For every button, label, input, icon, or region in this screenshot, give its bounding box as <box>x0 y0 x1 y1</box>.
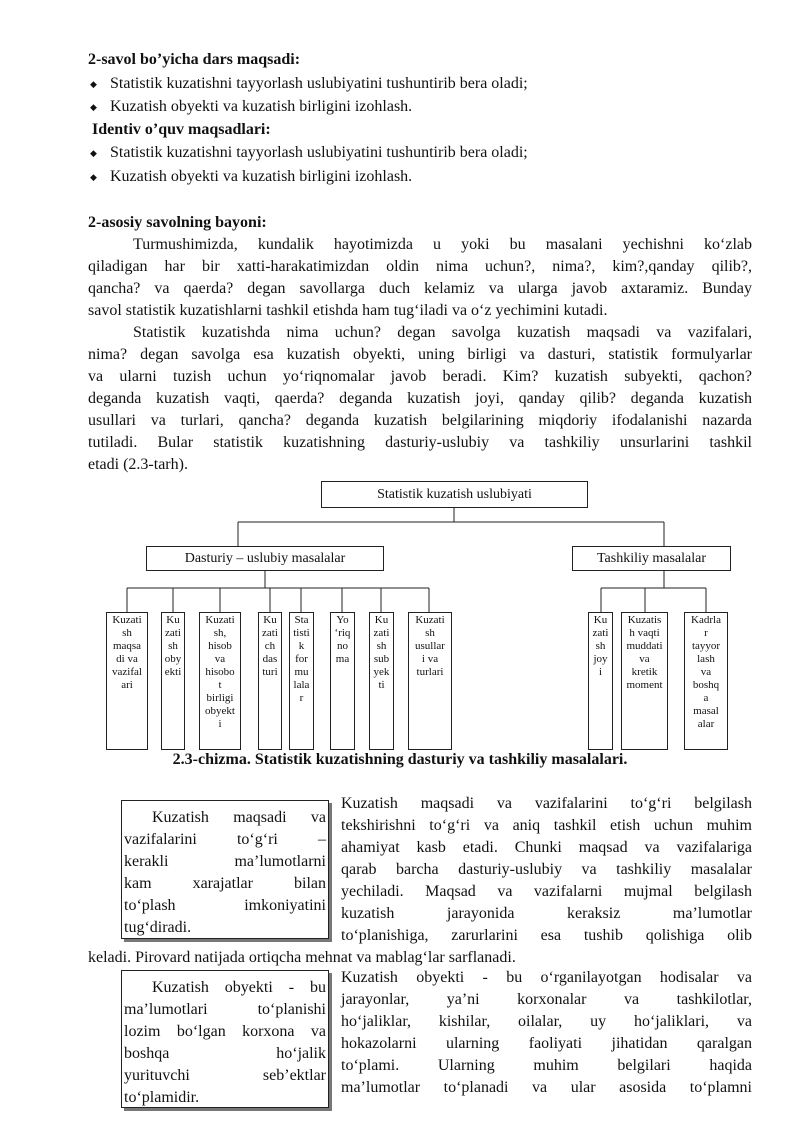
leaf-text: Kuzati <box>205 614 235 626</box>
leaf-text: sh <box>425 627 435 639</box>
leaf-text: i va <box>421 653 439 665</box>
leaf-text: i <box>598 666 603 678</box>
leaf-text: ma <box>335 653 350 665</box>
callout-line: Kuzatish obyekti - bu <box>152 979 326 996</box>
leaf-text: masal <box>693 705 719 717</box>
callout-line: to‘plash imkoniyatini <box>124 897 326 914</box>
leaf-text: sh <box>376 640 387 652</box>
text-line: qarab barcha dasturiy-uslubiy va tashkiliy masalalar <box>341 861 752 878</box>
leaf-text: no <box>337 640 348 652</box>
bullet-diamond-icon: ◆ <box>90 148 97 158</box>
leaf-text: zati <box>592 627 609 639</box>
goal-item: Kuzatish obyekti va kuzatish birligini izohlash. <box>110 98 413 115</box>
leaf-text: ‘riq <box>334 627 351 639</box>
paragraph-line: nima? degan savolga esa kuzatish obyekti, uning birligi va dasturi, statistik formulyarlar <box>88 346 752 363</box>
leaf-text: boshq <box>692 679 720 691</box>
bullet-diamond-icon: ◆ <box>90 79 97 89</box>
leaf-text: Ku <box>166 614 180 626</box>
text-line: yechiladi. Maqsad va vazifalarni mujmal belgilash <box>341 883 752 900</box>
paragraph-line: Turmushimizda, kundalik hayotimizda u yoki bu masalani yechishni ko‘zlab <box>133 236 752 253</box>
leaf-text: maqsa <box>112 640 142 652</box>
diagram-root: Statistik kuzatish uslubiyati <box>321 481 588 508</box>
leaf-text: usullar <box>415 640 445 652</box>
diagram-leaf <box>106 612 148 750</box>
diagram-left-branch: Dasturiy – uslubiy masalalar <box>146 546 384 571</box>
leaf-text: a <box>703 692 709 704</box>
bullet-diamond-icon: ◆ <box>90 172 97 182</box>
leaf-text: das <box>262 653 278 665</box>
leaf-text: ari <box>121 679 133 691</box>
leaf-text: va <box>639 653 650 665</box>
callout-box <box>121 970 329 1108</box>
callout-line: kam xarajatlar bilan <box>124 875 326 892</box>
leaf-text: r <box>299 692 304 704</box>
leaf-text: lala <box>293 679 310 691</box>
callout-line: vazifalarini to‘g‘ri – <box>124 831 326 848</box>
paragraph-line: va ularni tuzish uchun yo‘riqnomalar javob beradi. Kim? kuzatish subyekti, qachon? <box>88 368 752 385</box>
leaf-text: Ku <box>593 614 608 626</box>
leaf-text: vazifal <box>112 666 142 678</box>
diagram-leaf <box>621 612 668 750</box>
leaf-text: Ku <box>374 614 389 626</box>
leaf-text: joy <box>593 653 608 665</box>
callout-line: yurituvchi seb’ektlar <box>124 1067 326 1084</box>
leaf-text: sh <box>122 627 132 639</box>
leaf-text: t <box>218 679 222 691</box>
leaf-text: Kuzatis <box>627 614 662 626</box>
callout-line: to‘plamidir. <box>124 1089 200 1106</box>
leaf-text: r <box>704 627 708 639</box>
text-line: kuzatish jarayonida keraksiz ma’lumotlar <box>341 905 752 922</box>
leaf-text: Ku <box>263 614 277 626</box>
paragraph-line: savol statistik kuzatishlarni tashkil etishda ham tug‘iladi va o‘z yechimini kutadi. <box>88 302 608 319</box>
leaf-text: Kuzati <box>112 614 142 626</box>
text-line: keladi. Pirovard natijada ortiqcha mehnat va mablag‘lar sarflanadi. <box>88 949 516 966</box>
text-line: tekshirishni to‘g‘ri va aniq tashkil etish uchun muhim <box>341 817 752 834</box>
goal-item: Statistik kuzatishni tayyorlash uslubiyatini tushuntirib bera oladi; <box>110 75 528 92</box>
leaf-text: va <box>700 666 712 678</box>
leaf-text: di va <box>116 653 138 665</box>
identiv-item: Kuzatish obyekti va kuzatish birligini izohlash. <box>110 168 413 185</box>
leaf-text: ti <box>378 679 385 691</box>
identiv-item: Statistik kuzatishni tayyorlash uslubiyatini tushuntirib bera oladi; <box>110 144 528 161</box>
leaf-text: Kuzati <box>415 614 445 626</box>
text-line: to‘plami. Ularning muhim belgilari haqida <box>341 1057 752 1074</box>
text-line: ahamiyat kasb etadi. Chunki maqsad va vazifalariga <box>341 839 752 856</box>
leaf-text: birligi <box>206 692 234 704</box>
leaf-text: turi <box>262 666 278 678</box>
paragraph-line: deganda kuzatish vaqti, qaerda? deganda kuzatish joyi, qanday qilib? deganda kuzatish <box>88 390 752 407</box>
leaf-text: lash <box>697 653 715 665</box>
leaf-text: alar <box>697 718 715 730</box>
leaf-text: zati <box>262 627 278 639</box>
leaf-text: k <box>298 640 305 652</box>
paragraph-line: etadi (2.3-tarh). <box>88 456 188 473</box>
diagram-leaf <box>258 612 282 750</box>
leaf-text: oby <box>164 653 182 665</box>
leaf-text: obyekt <box>205 705 235 717</box>
leaf-text: va <box>214 653 226 665</box>
leaf-text: hisob <box>208 640 232 652</box>
text-line: ma’lumotlar to‘planadi va ular asosida to‘plamni <box>341 1079 752 1096</box>
callout-line: ma’lumotlari to‘planishi <box>124 1001 326 1018</box>
callout-line: kerakli ma’lumotlarni <box>124 853 326 870</box>
diagram-leaf <box>684 612 728 750</box>
leaf-text: Kadrla <box>691 614 721 626</box>
goal-heading: 2-savol bo’yicha dars maqsadi: <box>88 51 301 68</box>
text-line: to‘planishiga, zarurlarini esa tushib qolishiga olib <box>341 927 752 944</box>
leaf-text: sh <box>595 640 606 652</box>
diagram-leaf <box>199 612 241 750</box>
leaf-text: sh <box>168 640 178 652</box>
paragraph-line: usullari va turlari, qancha? deganda kuzatish belgilarining miqdoriy ifodalanishi nazarda <box>88 412 752 429</box>
paragraph-line: qancha? va qaerda? degan savollarga duch kelamiz va ularga javob axtaramiz. Bunday <box>88 280 752 297</box>
leaf-text: turlari <box>416 666 444 678</box>
leaf-text: yek <box>373 666 390 678</box>
leaf-text: zati <box>373 627 390 639</box>
leaf-text: for <box>295 653 308 665</box>
paragraph-line: Statistik kuzatishda nima uchun? degan savolga kuzatish maqsadi va vazifalari, <box>133 324 752 341</box>
leaf-text: i <box>218 718 222 730</box>
paragraph-line: tutiladi. Bular statistik kuzatishning dasturiy-uslubiy va tashkiliy unsurlarini tashkil <box>88 434 752 451</box>
callout-line: tug‘diradi. <box>124 919 192 936</box>
leaf-text: sub <box>373 653 390 665</box>
text-line: ho‘jaliklar, kishilar, oilalar, uy ho‘jaliklari, va <box>341 1013 752 1030</box>
diagram-leaf <box>369 612 394 750</box>
text-line: jarayonlar, ya’ni korxonalar va tashkilotlar, <box>341 991 752 1008</box>
text-line: hokazolarni ularning faoliyati jihatidan qaralgan <box>341 1035 752 1052</box>
diagram-leaf <box>330 612 355 750</box>
callout-box <box>121 800 329 939</box>
callout-line: lozim bo‘lgan korxona va <box>124 1023 326 1040</box>
text-block-1 <box>341 793 752 947</box>
bullet-diamond-icon: ◆ <box>90 102 97 112</box>
diagram-right-branch: Tashkiliy masalalar <box>572 546 731 571</box>
figure-caption: 2.3-chizma. Statistik kuzatishning dasturiy va tashkiliy masalalari. <box>172 751 628 768</box>
leaf-text: sh, <box>213 627 227 639</box>
leaf-text: hisobo <box>205 666 235 678</box>
leaf-text: muddati <box>626 640 663 652</box>
leaf-text: tisti <box>293 627 310 639</box>
text-block-2 <box>341 967 752 1099</box>
leaf-text: h vaqti <box>629 627 660 639</box>
callout-line: Kuzatish maqsadi va <box>152 809 326 826</box>
paragraph-line: qiladigan har bir xatti-harakatimizdan oldin nima uchun?, nima?, kim?,qanday qilib?, <box>88 258 752 275</box>
leaf-text: ch <box>264 640 276 652</box>
diagram-leaf <box>588 612 613 750</box>
diagram-leaf <box>289 612 314 750</box>
leaf-text: mu <box>294 666 309 678</box>
leaf-text: moment <box>626 679 663 691</box>
diagram-leaf <box>408 612 452 750</box>
leaf-text: tayyor <box>691 640 721 652</box>
leaf-text: kretik <box>631 666 658 678</box>
identiv-heading: Identiv o’quv maqsadlari: <box>92 121 271 138</box>
diagram-leaf <box>161 612 185 750</box>
leaf-text: zati <box>165 627 181 639</box>
text-line: Kuzatish maqsadi va vazifalarini to‘g‘ri belgilash <box>341 795 752 812</box>
callout-line: boshqa ho‘jalik <box>124 1045 326 1062</box>
leaf-text: Sta <box>294 614 309 626</box>
leaf-text: Yo <box>336 614 349 626</box>
text-line: Kuzatish obyekti - bu o‘rganilayotgan hodisalar va <box>341 969 752 986</box>
leaf-text: ekti <box>164 666 182 678</box>
section-heading: 2-asosiy savolning bayoni: <box>88 214 267 231</box>
